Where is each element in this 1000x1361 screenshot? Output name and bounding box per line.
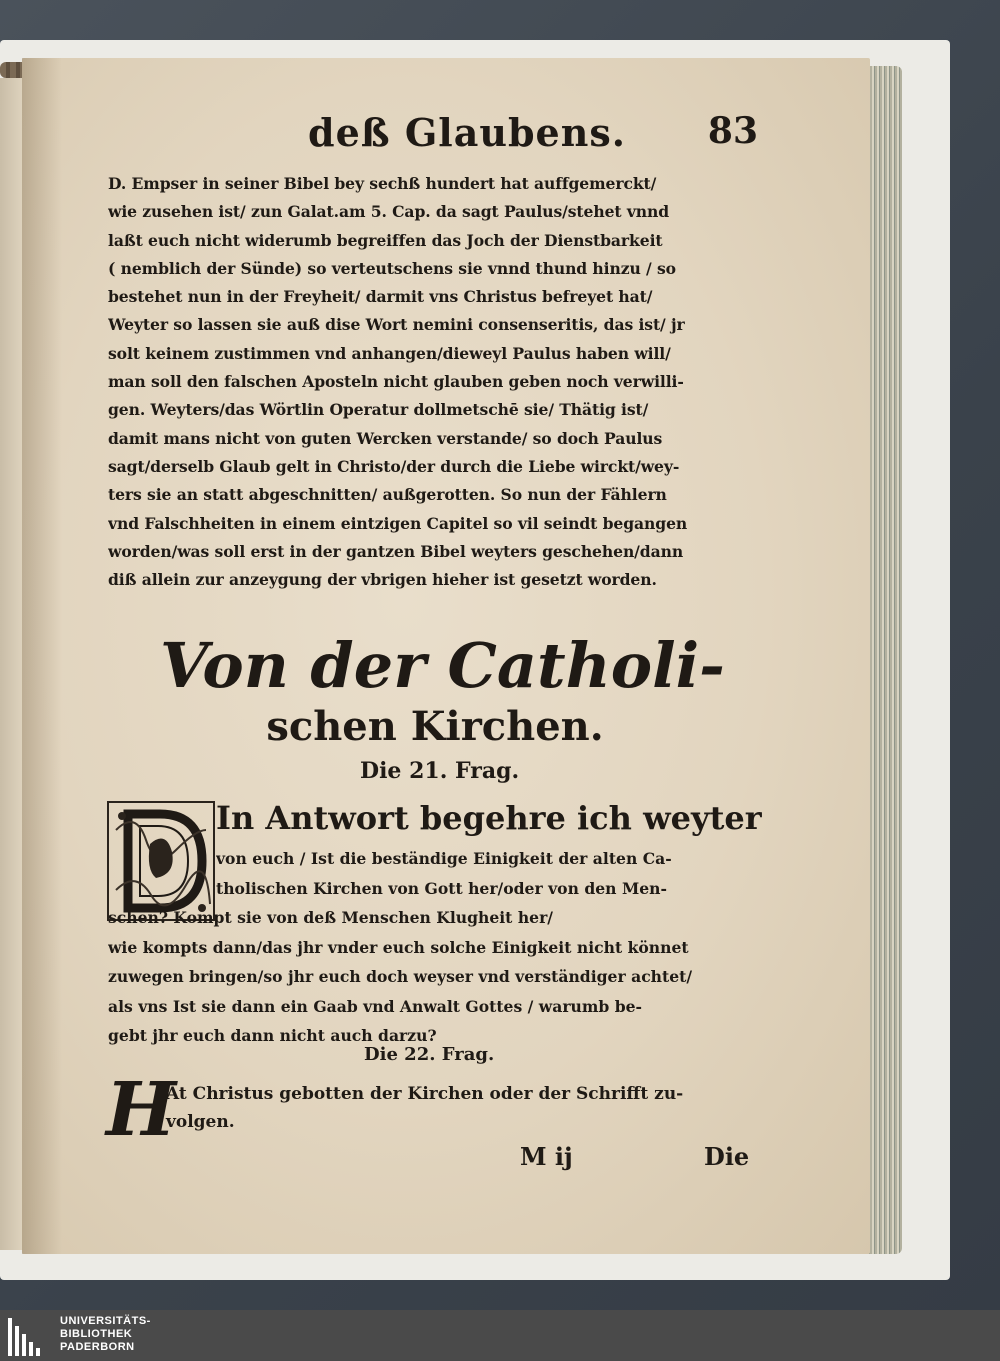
text-line: At Christus gebotten der Kirchen oder der Schrifft zu-: [166, 1084, 684, 1104]
text-line: solt keinem zustimmen vnd anhangen/dieweyl Paulus haben will/: [108, 343, 671, 363]
left-page-edge: [0, 78, 22, 1250]
library-footer: [0, 1310, 1000, 1361]
section-heading: [160, 628, 725, 750]
text-line: bestehet nun in der Freyheit/ darmit vns Christus befreyet hat/: [108, 287, 653, 307]
text-line: Weyter so lassen sie auß dise Wort nemini consenseritis, das ist/ jr: [108, 315, 685, 335]
library-name: [60, 1315, 151, 1354]
running-title: deß Glaubens.: [308, 110, 626, 155]
text-line: wie zusehen ist/ zun Galat.am 5. Cap. da sagt Paulus/stehet vnnd: [108, 202, 670, 222]
library-name-line2: BIBLIOTHEK: [60, 1328, 133, 1340]
question-21-indented-text: [216, 844, 762, 903]
initial-letter-h: H: [106, 1067, 176, 1153]
text-line: man soll den falschen Aposteln nicht glauben geben noch verwilli-: [108, 372, 684, 392]
body-text: [108, 170, 760, 594]
page-number: 83: [707, 110, 758, 152]
text-line: volgen.: [166, 1112, 235, 1132]
text-line: wie kompts dann/das jhr vnder euch solche Einigkeit nicht könnet: [108, 937, 689, 957]
signature-mark: M ij: [520, 1142, 573, 1171]
text-line: ters sie an statt abgeschnitten/ außgerotten. So nun der Fählern: [108, 485, 667, 505]
text-line: sagt/derselb Glaub gelt in Christo/der durch die Liebe wirckt/wey-: [108, 456, 680, 476]
text-line: laßt euch nicht widerumb begreiffen das Joch der Dienstbarkeit: [108, 230, 663, 250]
question-21-text: [108, 903, 760, 1051]
text-line: worden/was soll erst in der gantzen Bibel weyters geschehen/dann: [108, 541, 684, 561]
question-22-label: Die 22. Frag.: [364, 1044, 495, 1065]
library-name-line3: PADERBORN: [60, 1341, 135, 1353]
text-line: vnd Falschheiten in einem eintzigen Capitel so vil seindt begangen: [108, 513, 688, 533]
text-line: D. Empser in seiner Bibel bey sechß hundert hat auffgemerckt/: [108, 174, 657, 193]
catchword: Die: [704, 1142, 750, 1171]
text-line: schen? Kompt sie von deß Menschen Klugheit her/: [108, 908, 553, 927]
library-name-line1: UNIVERSITÄTS-: [60, 1315, 151, 1327]
text-line: gebt jhr euch dann nicht auch darzu?: [108, 1026, 437, 1045]
text-line: tholischen Kirchen von Gott her/oder von den Men-: [216, 878, 667, 898]
text-line: gen. Weyters/das Wörtlin Operatur dollmetschē sie/ Thätig ist/: [108, 400, 649, 420]
text-line: zuwegen bringen/so jhr euch doch weyser vnd verständiger achtet/: [108, 967, 693, 986]
text-line: diß allein zur anzeygung der vbrigen hieher ist gesetzt worden.: [108, 570, 657, 590]
section-heading-line2: schen Kirchen.: [266, 703, 604, 750]
question-22-text: [166, 1080, 762, 1136]
text-line: damit mans nicht von guten Wercken verstande/ so doch Paulus: [108, 428, 663, 448]
question-21-label: Die 21. Frag.: [360, 758, 520, 784]
text-line: von euch / Ist die beständige Einigkeit der alten Ca-: [216, 849, 672, 868]
page-header: [308, 110, 758, 160]
text-line: als vns Ist sie dann ein Gaab vnd Anwalt Gottes / warumb be-: [108, 996, 643, 1016]
question-21-first-line: In Antwort begehre ich weyter: [216, 799, 762, 837]
section-heading-line1: Von der Catholi-: [160, 629, 725, 702]
page-gutter-shadow: [22, 58, 62, 1254]
library-logo-icon: [8, 1318, 48, 1356]
text-line: ( nemblich der Sünde) so verteutschens sie vnnd thund hinzu / so: [108, 258, 676, 278]
